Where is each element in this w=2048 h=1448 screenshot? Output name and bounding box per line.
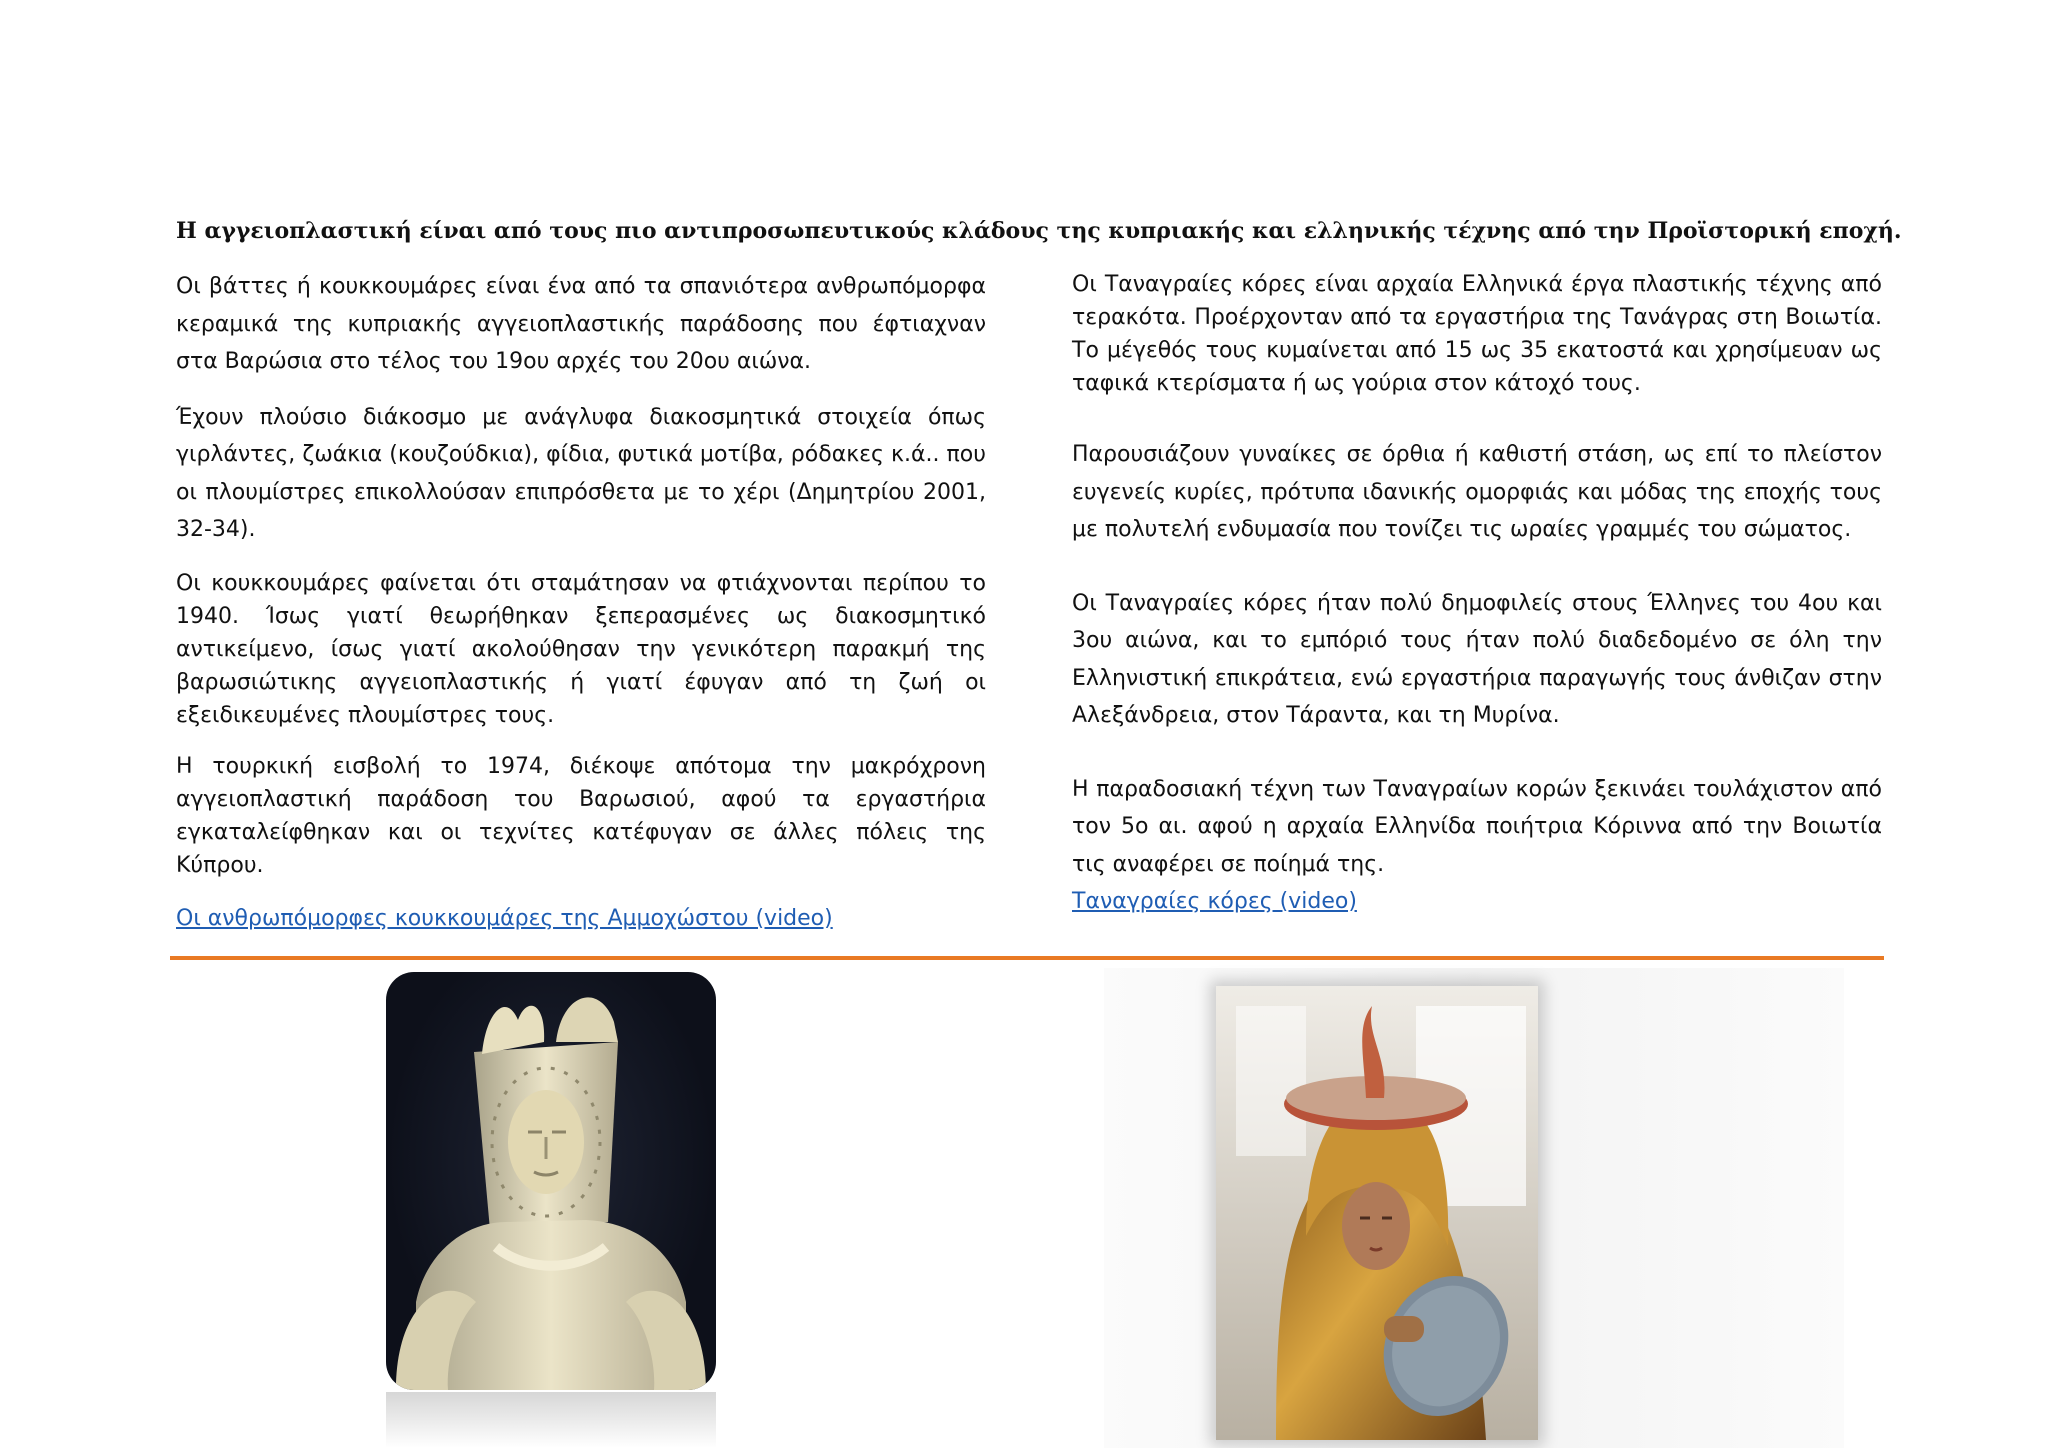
koukkoumara-reflection bbox=[386, 1392, 716, 1448]
paragraph-invasion: Η τουρκική εισβολή το 1974, διέκοψε απότομα την μακρόχρονη αγγειοπλαστική παράδοση του Βαρωσιού, αφού τα εργαστήρια εγκαταλείφθηκαν και οι τεχνίτες κατέφυγαν σε άλλες πόλεις της Κύπρου. bbox=[176, 753, 986, 878]
koukkoumara-figure bbox=[386, 972, 716, 1390]
paragraph-tanagra-popularity: Οι Ταναγραίες κόρες ήταν πολύ δημοφιλείς στους Έλληνες του 4ου και 3ου αιώνα, και το εμπόριό τους ήταν πολύ διαδεδομένο σε όλη την Ελληνιστική επικράτεια, ενώ εργαστήρια παραγωγής τους άνθιζαν στην Αλεξάνδρεια, στον Τάραντα, και τη Μυρίνα. bbox=[1072, 590, 1882, 728]
paragraph-decline: Οι κουκκουμάρες φαίνεται ότι σταμάτησαν να φτιάχνονται περίπου το 1940. Ίσως γιατί θεωρήθηκαν ξεπερασμένες ως διακοσμητικό αντικείμενο, ίσως γιατί ακολούθησαν την γενικότερη παρακμή της βαρωσιώτικης αγγειοπλαστικής ή γιατί έφυγαν από τη ζωή οι εξειδικευμένες πλουμίστρες τους. bbox=[176, 570, 986, 728]
paragraph-tanagra-intro: Οι Ταναγραίες κόρες είναι αρχαία Ελληνικά έργα πλαστικής τέχνης από τερακότα. Προέρχονταν από τα εργαστήρια της Τανάγρας στη Βοιωτία. Το μέγεθός τους κυμαίνεται από 15 ως 35 εκατοστά και χρησίμευαν ως ταφικά κτερίσματα ή ως γούρια στον κάτοχό τους. bbox=[1072, 272, 1882, 396]
koukkoumara-photo bbox=[386, 972, 716, 1390]
tanagra-figure bbox=[1216, 986, 1538, 1440]
page-heading: Η αγγειοπλαστική είναι από τους πιο αντιπροσωπευτικούς κλάδους της κυπριακής και ελληνικής τέχνης από την Προϊστορική εποχή. bbox=[176, 218, 1902, 244]
right-column bbox=[1072, 268, 1882, 921]
left-column bbox=[176, 268, 986, 937]
paragraph-tanagra-tradition: Η παραδοσιακή τέχνη των Ταναγραίων κορών ξεκινάει τουλάχιστον από τον 5ο αι. αφού η αρχαία Ελληνίδα ποιήτρια Κόριννα από την Βοιωτία τις αναφέρει σε ποίημά της. bbox=[1072, 776, 1882, 877]
paragraph-tanagra-women: Παρουσιάζουν γυναίκες σε όρθια ή καθιστή στάση, ως επί το πλείστον ευγενείς κυρίες, πρότυπα ιδανικής ομορφιάς και μόδας της εποχής τους με πολυτελή ενδυμασία που τονίζει τις ωραίες γραμμές του σώματος. bbox=[1072, 442, 1882, 542]
section-divider bbox=[170, 956, 1884, 960]
paragraph-decoration: Έχουν πλούσιο διάκοσμο με ανάγλυφα διακοσμητικά στοιχεία όπως γιρλάντες, ζωάκια (κουζούδκια), φίδια, φυτικά μοτίβα, ρόδακες κ.ά.. που οι πλουμίστρες επικολλούσαν επιπρόσθετα με το χέρι (Δημητρίου 2001, 32-34). bbox=[176, 404, 986, 542]
paragraph-vattes: Οι βάττες ή κουκκουμάρες είναι ένα από τα σπανιότερα ανθρωπόμορφα κεραμικά της κυπριακής αγγειοπλαστικής παράδοσης που έφτιαχναν στα Βαρώσια στο τέλος του 19ου αρχές του 20ου αιώνα. bbox=[176, 274, 986, 374]
video-link-koukkoumares[interactable]: Οι ανθρωπόμορφες κουκκουμάρες της Αμμοχώστου (video) bbox=[176, 905, 833, 931]
tanagra-photo bbox=[1216, 986, 1538, 1440]
video-link-tanagra[interactable]: Ταναγραίες κόρες (video) bbox=[1072, 889, 1357, 914]
